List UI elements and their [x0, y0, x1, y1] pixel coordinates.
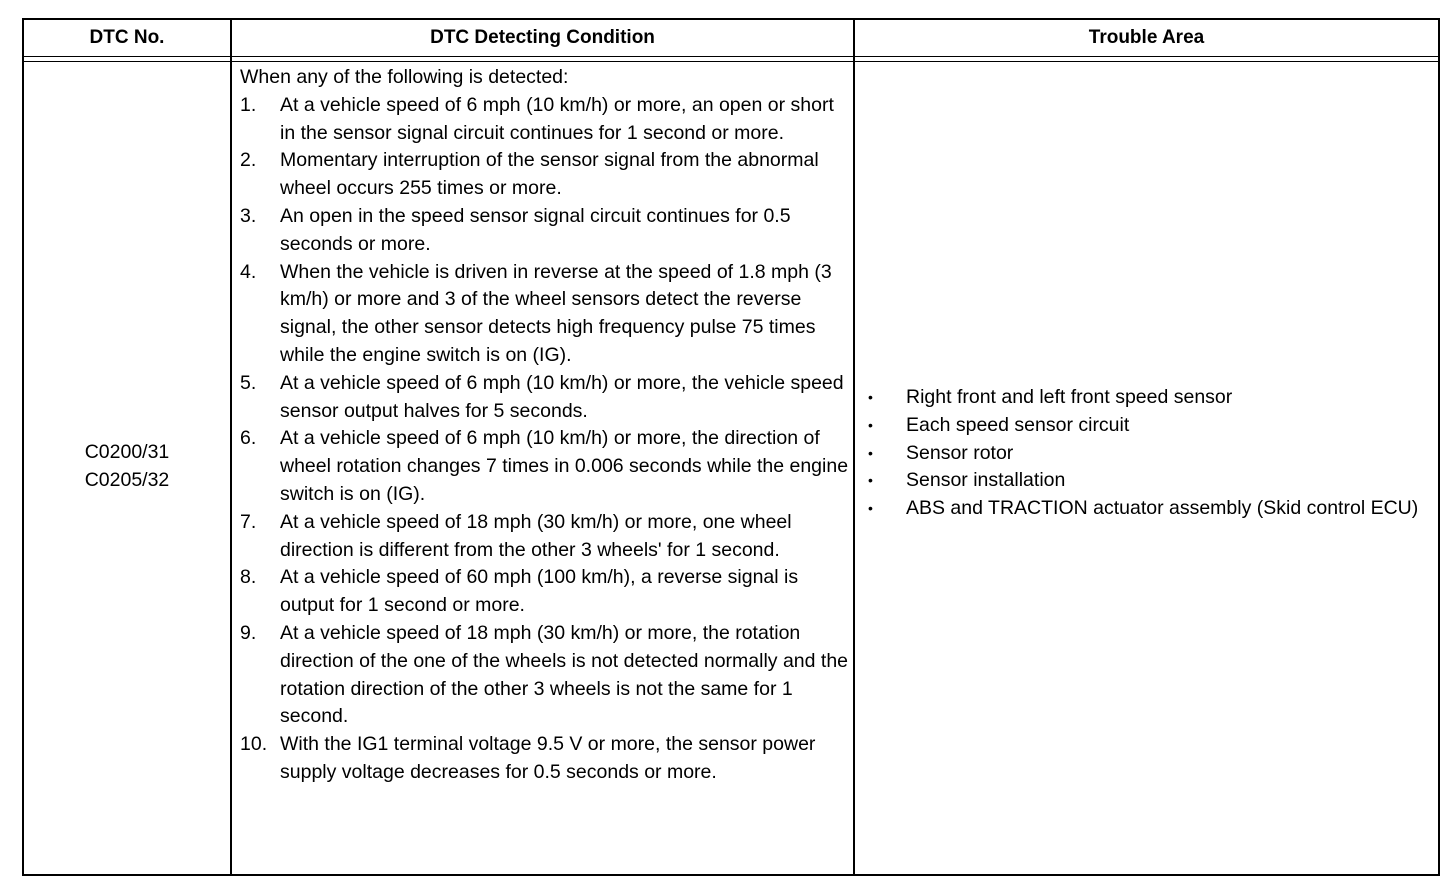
trouble-area-item: [864, 412, 1438, 440]
condition-text: With the IG1 terminal voltage 9.5 V or more, the sensor power supply voltage decreases for 0.5 seconds or more.: [280, 733, 816, 783]
condition-number: 7.: [240, 510, 257, 533]
bullet-icon: •: [868, 416, 873, 433]
condition-text: At a vehicle speed of 6 mph (10 km/h) or more, the direction of wheel rotation changes 7 times in 0.006 seconds while the engine switch is on (IG).: [280, 427, 849, 505]
trouble-area-list: [864, 384, 1438, 523]
header-trouble-area: Trouble Area: [1088, 27, 1205, 48]
condition-item: [240, 509, 850, 565]
bullet-icon: •: [868, 472, 873, 489]
trouble-area-text: Sensor installation: [906, 469, 1066, 492]
trouble-area-cell: [864, 384, 1438, 523]
header-dtc-no: DTC No.: [89, 27, 165, 48]
condition-number: 8.: [240, 566, 257, 589]
condition-number: 1.: [240, 93, 257, 116]
condition-number: 9.: [240, 621, 257, 644]
condition-item: [240, 92, 850, 148]
bullet-icon: •: [868, 500, 873, 517]
trouble-area-text: Sensor rotor: [906, 441, 1014, 464]
header-detecting-condition: DTC Detecting Condition: [430, 27, 655, 48]
condition-item: [240, 564, 850, 620]
condition-number: 3.: [240, 204, 257, 227]
column-divider: [230, 20, 232, 874]
header-divider: [24, 56, 1438, 57]
condition-item: [240, 147, 850, 203]
trouble-area-item: [864, 440, 1438, 468]
condition-item: [240, 620, 850, 731]
condition-number: 5.: [240, 371, 257, 394]
column-divider: [853, 20, 855, 874]
condition-number: 6.: [240, 427, 257, 450]
condition-item: [240, 370, 850, 426]
condition-text: At a vehicle speed of 6 mph (10 km/h) or more, an open or short in the sensor signal circuit continues for 1 second or more.: [280, 93, 834, 144]
condition-text: At a vehicle speed of 60 mph (100 km/h), a reverse signal is output for 1 second or more.: [280, 566, 799, 617]
dtc-code: C0200/31: [84, 441, 170, 463]
condition-number: 10.: [240, 733, 268, 756]
condition-item: [240, 259, 850, 370]
trouble-area-item: [864, 467, 1438, 495]
trouble-area-item: [864, 495, 1438, 523]
condition-text: At a vehicle speed of 18 mph (30 km/h) or more, one wheel direction is different from the other 3 wheels' for 1 second.: [280, 510, 792, 561]
condition-intro: When any of the following is detected:: [240, 66, 569, 88]
condition-text: At a vehicle speed of 18 mph (30 km/h) or more, the rotation direction of the one of the wheels is not detected normally and the rotation direction of the other 3 wheels is not the same for 1 second.: [280, 621, 849, 728]
condition-number: 4.: [240, 260, 257, 283]
condition-text: When the vehicle is driven in reverse at the speed of 1.8 mph (3 km/h) or more and 3 of the wheel sensors detect the reverse signal, the other sensor detects high frequency pulse 75 times while the engine switch is on (IG).: [280, 260, 832, 366]
bullet-icon: •: [868, 444, 873, 461]
condition-item: [240, 203, 850, 259]
condition-item: [240, 731, 850, 787]
trouble-area-text: ABS and TRACTION actuator assembly (Skid control ECU): [906, 497, 1419, 520]
trouble-area-item: [864, 384, 1438, 412]
condition-text: Momentary interruption of the sensor signal from the abnormal wheel occurs 255 times or more.: [280, 149, 819, 200]
condition-item: [240, 425, 850, 508]
dtc-code: C0205/32: [84, 469, 170, 491]
trouble-area-text: Each speed sensor circuit: [906, 413, 1130, 436]
header-divider: [24, 61, 1438, 62]
condition-text: An open in the speed sensor signal circuit continues for 0.5 seconds or more.: [280, 204, 791, 255]
condition-list: [240, 92, 850, 787]
bullet-icon: •: [868, 389, 873, 405]
dtc-table: [22, 18, 1440, 876]
detecting-condition-cell: [240, 64, 850, 787]
dtc-code-cell: [24, 438, 230, 494]
condition-number: 2.: [240, 149, 257, 172]
trouble-area-text: Right front and left front speed sensor: [906, 386, 1233, 408]
condition-text: At a vehicle speed of 6 mph (10 km/h) or more, the vehicle speed sensor output halves for 5 seconds.: [280, 371, 844, 422]
